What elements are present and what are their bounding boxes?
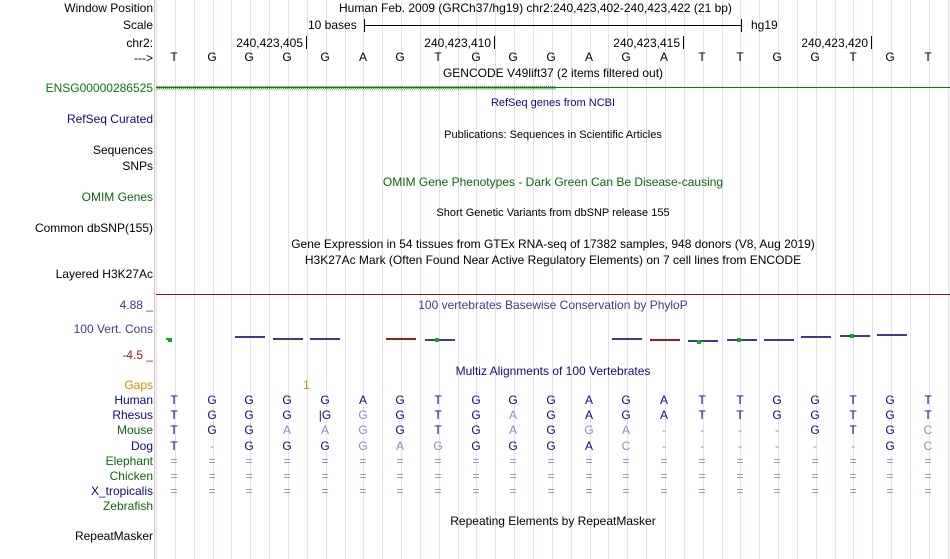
scale-text: 10 bases (308, 18, 357, 32)
alignment-base: = (736, 484, 744, 498)
phylop-conserved-mark (737, 338, 741, 342)
base-letter: T (434, 50, 442, 64)
alignment-base: T (849, 393, 857, 407)
alignment-base: T (170, 408, 178, 422)
coordinate-label: 240,423,405 (236, 36, 303, 50)
alignment-base: G (320, 439, 330, 453)
alignment-base: T (434, 423, 442, 437)
multiz-track-title[interactable]: Multiz Alignments of 100 Vertebrates (455, 364, 651, 378)
base-letter: A (584, 50, 593, 64)
alignment-base: A (508, 423, 517, 437)
alignment-base: = (208, 469, 216, 483)
base-letter: G (885, 50, 895, 64)
coordinate-label: 240,423,420 (801, 36, 868, 50)
alignment-base: G (546, 393, 556, 407)
alignment-base: C (923, 439, 933, 453)
base-letter: T (849, 50, 857, 64)
alignment-base: = (321, 484, 329, 498)
alignment-base: G (508, 439, 518, 453)
alignment-base: G (282, 408, 292, 422)
alignment-base: - (851, 439, 855, 453)
alignment-base: A (584, 393, 593, 407)
phylop-bar (840, 335, 870, 337)
species-label[interactable]: Mouse (116, 423, 153, 437)
alignment-base: G (772, 393, 782, 407)
alignment-base: G (885, 408, 895, 422)
alignment-base: G (772, 408, 782, 422)
phylop-min-label: -4.5 _ (122, 348, 153, 362)
snps-label[interactable]: SNPs (122, 159, 153, 173)
alignment-base: = (434, 454, 442, 468)
alignment-base: A (621, 423, 630, 437)
alignment-base: = (245, 484, 253, 498)
alignment-base: = (509, 454, 517, 468)
alignment-base: = (585, 484, 593, 498)
alignment-base: = (472, 454, 480, 468)
alignment-base: = (924, 484, 932, 498)
alignment-base: G (810, 393, 820, 407)
alignment-base: G (358, 439, 368, 453)
alignment-base: = (170, 469, 178, 483)
phylop-track-title[interactable]: 100 vertebrates Basewise Conservation by PhyloP (418, 298, 688, 312)
alignment-base: |G (318, 408, 332, 422)
alignment-base: G (621, 408, 631, 422)
alignment-base: = (245, 469, 253, 483)
alignment-base: = (886, 454, 894, 468)
base-letter: G (244, 50, 254, 64)
gencode-strand-arrows: ›››››››››››››››››››››››››››››››››››››››››››››››››››››››››››››››››››››››››››››››››››››››››››››››››››››››››››››››››››››››››››››››››››››››››››››››››››››››››››››››››››››››››››››››››››››››››››››››››››››››› (156, 82, 556, 92)
coordinate-tick (683, 36, 684, 49)
alignment-base: A (320, 423, 329, 437)
repeat-label[interactable]: RepeatMasker (74, 529, 153, 543)
refseq-label[interactable]: RefSeq Curated (66, 112, 153, 126)
phylop-bar (877, 334, 907, 336)
alignment-base: = (472, 484, 480, 498)
coordinate-tick (306, 36, 307, 49)
base-letter: G (207, 50, 217, 64)
alignment-base: A (282, 423, 291, 437)
base-letter: G (320, 50, 330, 64)
scale-bar-right-end (741, 19, 742, 32)
alignment-base: = (773, 484, 781, 498)
alignment-base: G (885, 439, 895, 453)
alignment-base: = (359, 484, 367, 498)
alignment-base: A (358, 393, 367, 407)
species-label[interactable]: Rhesus (112, 408, 153, 422)
pubs-track-title[interactable]: Publications: Sequences in Scientific Articles (444, 129, 662, 141)
phylop-bar (764, 339, 794, 341)
species-label[interactable]: Dog (130, 439, 153, 453)
alignment-base: G (395, 393, 405, 407)
alignment-base: = (509, 484, 517, 498)
alignment-base: G (244, 439, 254, 453)
phylop-conserved-mark (435, 338, 439, 342)
alignment-base: = (924, 454, 932, 468)
alignment-base: G (282, 439, 292, 453)
alignment-base: G (433, 439, 443, 453)
phylop-conserved-mark (850, 334, 854, 338)
alignment-base: G (885, 423, 895, 437)
species-label[interactable]: Human (114, 393, 153, 407)
phylop-bar (650, 339, 680, 341)
alignment-base: T (698, 408, 706, 422)
alignment-base: G (207, 423, 217, 437)
alignment-base: = (698, 469, 706, 483)
h3k27ac-label[interactable]: Layered H3K27Ac (55, 267, 153, 281)
alignment-base: G (471, 393, 481, 407)
base-letter: G (810, 50, 820, 64)
coordinate-label: 240,423,410 (424, 36, 491, 50)
alignment-base: G (508, 393, 518, 407)
alignment-base: G (471, 423, 481, 437)
alignment-base: G (244, 408, 254, 422)
alignment-base: = (698, 484, 706, 498)
alignment-base: = (245, 454, 253, 468)
alignment-base: G (395, 423, 405, 437)
base-letter: A (659, 50, 668, 64)
alignment-base: T (434, 393, 442, 407)
base-letter: G (508, 50, 518, 64)
gtex-track-title[interactable]: Gene Expression in 54 tissues from GTEx RNA-seq of 17382 samples, 948 donors (V8, Aug 2019) (291, 237, 815, 251)
alignment-base: = (283, 484, 291, 498)
alignment-base: G (546, 439, 556, 453)
species-label[interactable]: Zebrafish (102, 499, 153, 513)
base-letter: A (358, 50, 367, 64)
species-label[interactable]: Elephant (105, 454, 153, 468)
species-label[interactable]: X_tropicalis (90, 484, 153, 498)
alignment-base: = (622, 454, 630, 468)
gaps-mark: 1 (303, 378, 310, 392)
phylop-bar (612, 338, 642, 340)
alignment-base: = (773, 469, 781, 483)
alignment-base: G (885, 393, 895, 407)
alignment-base: = (396, 454, 404, 468)
phylop-conserved-mark (697, 340, 701, 344)
alignment-base: A (395, 439, 404, 453)
alignment-base: A (584, 408, 593, 422)
base-letter: G (546, 50, 556, 64)
alignment-base: G (207, 393, 217, 407)
alignment-base: = (283, 454, 291, 468)
alignment-base: G (244, 393, 254, 407)
alignment-base: = (547, 469, 555, 483)
alignment-base: A (584, 439, 593, 453)
alignment-base: = (811, 454, 819, 468)
alignment-base: - (662, 423, 666, 437)
alignment-base: = (434, 484, 442, 498)
alignment-base: G (358, 408, 368, 422)
alignment-base: T (924, 393, 932, 407)
phylop-conserved-mark (168, 338, 172, 342)
alignment-base: G (282, 393, 292, 407)
alignment-base: G (358, 423, 368, 437)
alignment-base: = (321, 469, 329, 483)
alignment-base: = (396, 469, 404, 483)
phylop-bar (801, 336, 831, 338)
alignment-base: = (736, 454, 744, 468)
scale-bar (365, 25, 741, 26)
base-letter: G (282, 50, 292, 64)
alignment-base: - (700, 439, 704, 453)
alignment-base: G (546, 408, 556, 422)
species-label[interactable]: Chicken (109, 469, 153, 483)
dbsnp-track-title[interactable]: Short Genetic Variants from dbSNP release 155 (436, 207, 670, 219)
phylop-bar (235, 336, 265, 338)
alignment-base: = (849, 454, 857, 468)
alignment-base: = (736, 469, 744, 483)
strand-label: ---> (134, 51, 153, 65)
alignment-base: = (585, 469, 593, 483)
scale-label: Scale (122, 18, 153, 32)
alignment-base: T (170, 439, 178, 453)
phylop-max-label: 4.88 _ (119, 298, 153, 312)
alignment-base: T (924, 408, 932, 422)
alignment-base: - (775, 439, 779, 453)
h3k27ac-baseline (156, 294, 950, 295)
alignment-base: G (621, 393, 631, 407)
alignment-base: - (210, 439, 214, 453)
alignment-base: T (736, 408, 744, 422)
alignment-base: C (621, 439, 631, 453)
alignment-base: - (775, 423, 779, 437)
coordinate-tick (494, 36, 495, 49)
alignment-base: - (738, 423, 742, 437)
base-letter: T (698, 50, 706, 64)
alignment-base: - (662, 439, 666, 453)
alignment-base: = (170, 454, 178, 468)
base-letter: T (924, 50, 932, 64)
alignment-base: = (773, 454, 781, 468)
phylop-label[interactable]: 100 Vert. Cons (73, 322, 153, 336)
alignment-base: = (886, 484, 894, 498)
alignment-base: = (660, 469, 668, 483)
alignment-base: = (359, 454, 367, 468)
alignment-base: T (170, 393, 178, 407)
coordinate-label: 240,423,415 (613, 36, 680, 50)
omim-track-title[interactable]: OMIM Gene Phenotypes - Dark Green Can Be Disease-causing (382, 175, 724, 189)
alignment-base: = (321, 454, 329, 468)
omim-label[interactable]: OMIM Genes (81, 190, 153, 204)
base-letter: T (170, 50, 178, 64)
alignment-base: - (700, 423, 704, 437)
alignment-base: = (698, 454, 706, 468)
alignment-base: = (585, 454, 593, 468)
coordinate-tick (871, 36, 872, 49)
alignment-base: G (810, 408, 820, 422)
gencode-track-title[interactable]: GENCODE V49lift37 (2 items filtered out) (442, 66, 664, 80)
alignment-base: = (434, 469, 442, 483)
assembly-position: Human Feb. 2009 (GRCh37/hg19) chr2:240,423,402-240,423,422 (21 bp) (339, 1, 732, 15)
alignment-base: G (471, 408, 481, 422)
sequences-label[interactable]: Sequences (92, 143, 153, 157)
alignment-base: T (698, 393, 706, 407)
alignment-base: = (849, 484, 857, 498)
alignment-base: T (434, 408, 442, 422)
phylop-bar (310, 338, 340, 340)
alignment-base: A (659, 393, 668, 407)
alignment-base: = (170, 484, 178, 498)
phylop-bar (425, 339, 455, 341)
alignment-base: = (283, 469, 291, 483)
alignment-base: = (622, 484, 630, 498)
phylop-bar (688, 340, 718, 342)
scale-bar-left-end (364, 19, 365, 32)
alignment-base: = (547, 484, 555, 498)
base-letter: T (736, 50, 744, 64)
alignment-base: T (736, 393, 744, 407)
alignment-base: G (244, 423, 254, 437)
alignment-base: = (622, 469, 630, 483)
window-position-label: Window Position (64, 1, 153, 15)
alignment-base: C (923, 423, 933, 437)
repeat-track-title[interactable]: Repeating Elements by RepeatMasker (450, 514, 656, 528)
alignment-base: = (924, 469, 932, 483)
alignment-base: G (207, 408, 217, 422)
alignment-base: = (396, 484, 404, 498)
phylop-bar (273, 338, 303, 340)
alignment-base: A (659, 408, 668, 422)
alignment-base: = (660, 454, 668, 468)
alignment-base: = (886, 469, 894, 483)
gaps-label[interactable]: Gaps (124, 378, 153, 392)
alignment-base: A (508, 408, 517, 422)
phylop-bar (386, 338, 416, 340)
alignment-base: - (738, 439, 742, 453)
alignment-base: = (509, 469, 517, 483)
alignment-base: = (208, 484, 216, 498)
alignment-base: = (849, 469, 857, 483)
alignment-base: = (208, 454, 216, 468)
alignment-base: - (813, 439, 817, 453)
base-letter: G (395, 50, 405, 64)
alignment-base: G (395, 408, 405, 422)
alignment-base: G (546, 423, 556, 437)
alignment-base: T (849, 408, 857, 422)
base-letter: G (471, 50, 481, 64)
label-divider (154, 0, 155, 559)
alignment-base: = (811, 469, 819, 483)
gencode-item-label[interactable]: ENSG00000286525 (45, 81, 153, 95)
alignment-base: = (660, 484, 668, 498)
alignment-base: G (320, 393, 330, 407)
scale-db: hg19 (751, 18, 778, 32)
chrom-label: chr2: (126, 36, 153, 50)
alignment-base: T (170, 423, 178, 437)
phylop-bar (727, 339, 757, 341)
refseq-track-title[interactable]: RefSeq genes from NCBI (490, 97, 616, 109)
alignment-base: T (849, 423, 857, 437)
base-letter: G (772, 50, 782, 64)
alignment-base: G (471, 439, 481, 453)
alignment-base: = (359, 469, 367, 483)
base-letter: G (621, 50, 631, 64)
alignment-base: = (547, 454, 555, 468)
h3k27ac-track-title[interactable]: H3K27Ac Mark (Often Found Near Active Regulatory Elements) on 7 cell lines from ENCODE (304, 253, 802, 267)
alignment-base: = (472, 469, 480, 483)
dbsnp-label[interactable]: Common dbSNP(155) (34, 221, 153, 235)
alignment-base: G (810, 423, 820, 437)
alignment-base: = (811, 484, 819, 498)
alignment-base: G (584, 423, 594, 437)
